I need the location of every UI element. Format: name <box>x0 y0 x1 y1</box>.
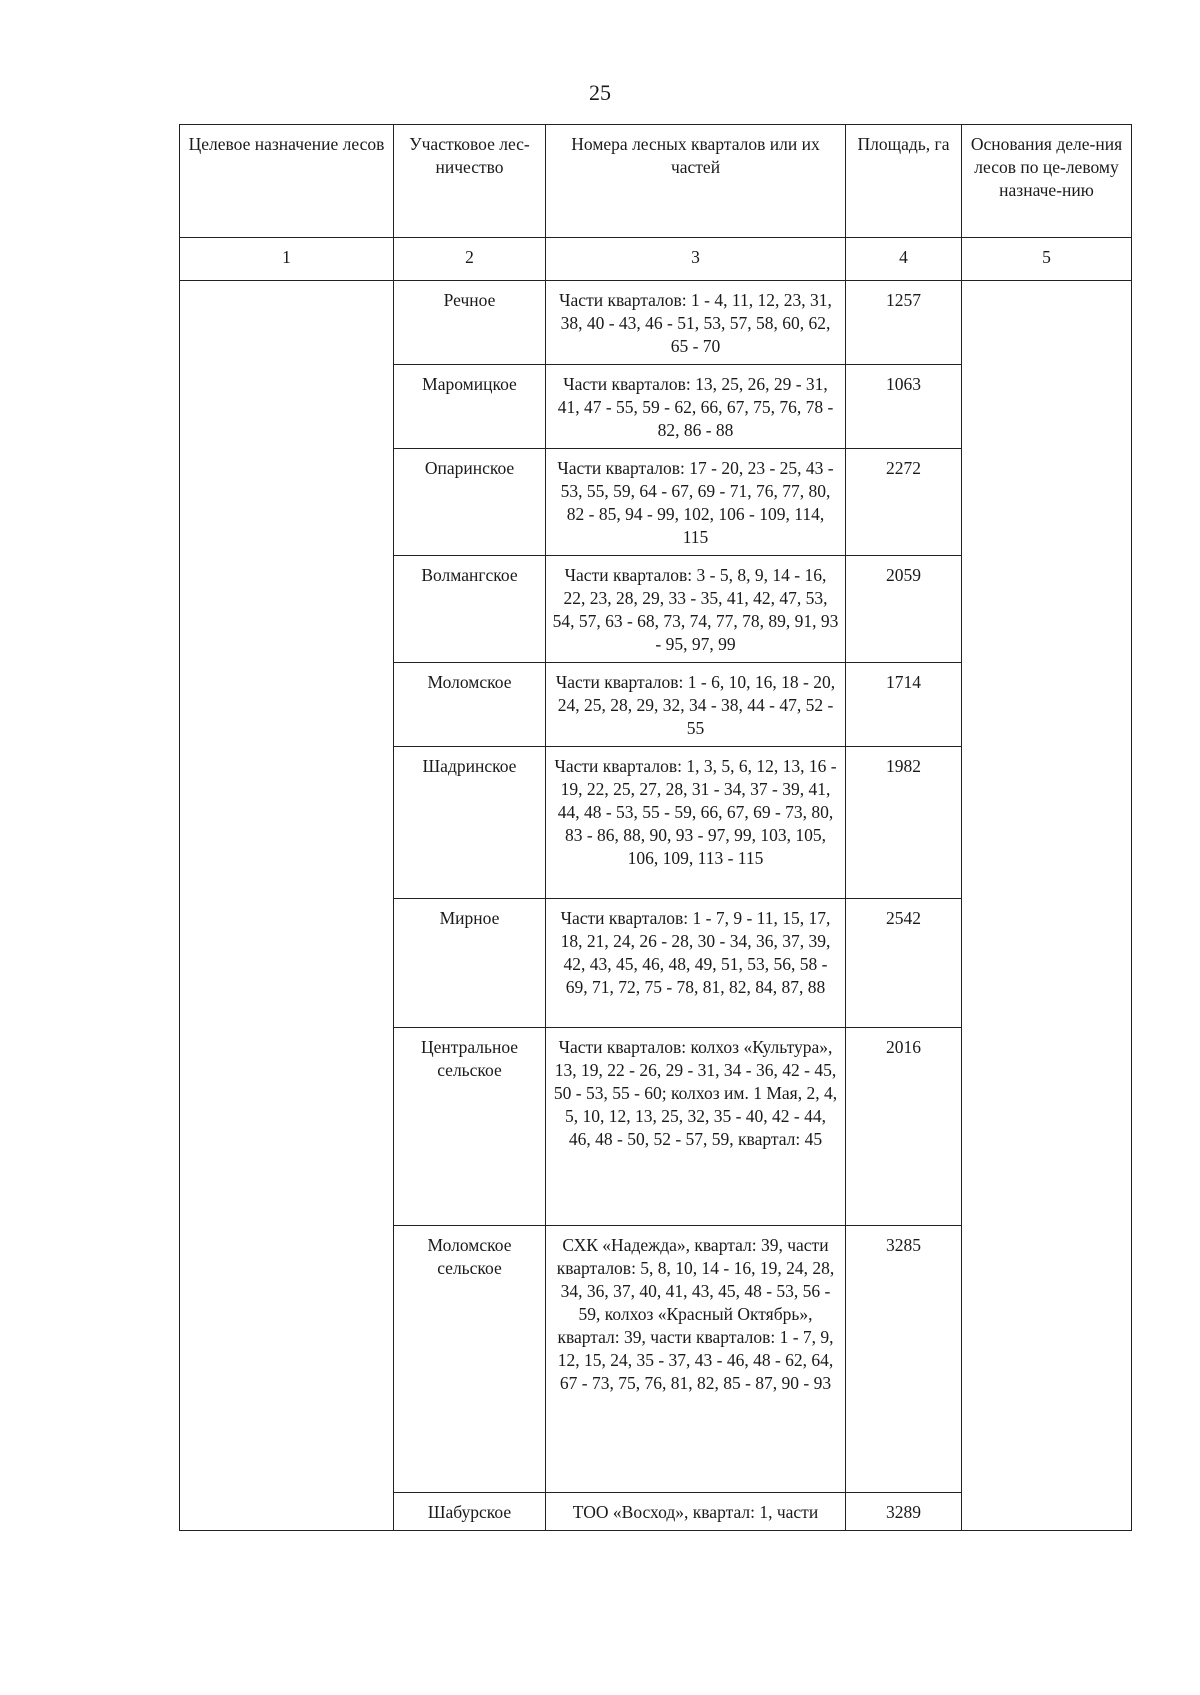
forestry-cell: Волмангское <box>394 556 546 663</box>
area-cell: 2059 <box>846 556 962 663</box>
quarters-cell: Части кварталов: 1 - 6, 10, 16, 18 - 20, 24, 25, 28, 29, 32, 34 - 38, 44 - 47, 52 - 55 <box>546 663 846 747</box>
table-body <box>180 281 1132 1531</box>
grounds-cell <box>962 281 1132 1531</box>
forestry-cell: Шадринское <box>394 747 546 899</box>
header-quarters: Номера лесных кварталов или их частей <box>546 125 846 238</box>
purpose-cell <box>180 281 394 1531</box>
header-purpose: Целевое назначение лесов <box>180 125 394 238</box>
area-cell: 2542 <box>846 899 962 1028</box>
area-cell: 2272 <box>846 449 962 556</box>
area-cell: 1982 <box>846 747 962 899</box>
header-area: Площадь, га <box>846 125 962 238</box>
column-number-row <box>180 238 1132 281</box>
forestry-cell: Моломское сельское <box>394 1226 546 1493</box>
column-number: 1 <box>180 238 394 281</box>
area-cell: 3289 <box>846 1493 962 1531</box>
quarters-cell: СХК «Надежда», квартал: 39, части кварталов: 5, 8, 10, 14 - 16, 19, 24, 28, 34, 36, 37, 40, 41, 43, 45, 48 - 53, 56 - 59, колхоз «Красный Октябрь», квартал: 39, части кварталов: 1 - 7, 9, 12, 15, 24, 35 - 37, 43 - 46, 48 - 62, 64, 67 - 73, 75, 76, 81, 82, 85 - 87, 90 - 93 <box>546 1226 846 1493</box>
quarters-cell: Части кварталов: 1 - 4, 11, 12, 23, 31, 38, 40 - 43, 46 - 51, 53, 57, 58, 60, 62, 65 - 70 <box>546 281 846 365</box>
column-number: 3 <box>546 238 846 281</box>
forestry-cell: Центральное сельское <box>394 1028 546 1226</box>
quarters-cell: ТОО «Восход», квартал: 1, части <box>546 1493 846 1531</box>
forestry-cell: Моломское <box>394 663 546 747</box>
forestry-cell: Маромицкое <box>394 365 546 449</box>
table-row <box>180 281 1132 365</box>
forestry-cell: Шабурское <box>394 1493 546 1531</box>
area-cell: 1063 <box>846 365 962 449</box>
forestry-cell: Мирное <box>394 899 546 1028</box>
quarters-cell: Части кварталов: 1 - 7, 9 - 11, 15, 17, 18, 21, 24, 26 - 28, 30 - 34, 36, 37, 39, 42, 43, 45, 46, 48, 49, 51, 53, 56, 58 - 69, 71, 72, 75 - 78, 81, 82, 84, 87, 88 <box>546 899 846 1028</box>
quarters-cell: Части кварталов: 1, 3, 5, 6, 12, 13, 16 - 19, 22, 25, 27, 28, 31 - 34, 37 - 39, 41, 44, 48 - 53, 55 - 59, 66, 67, 69 - 73, 80, 83 - 86, 88, 90, 93 - 97, 99, 103, 105, 106, 109, 113 - 115 <box>546 747 846 899</box>
quarters-cell: Части кварталов: 3 - 5, 8, 9, 14 - 16, 22, 23, 28, 29, 33 - 35, 41, 42, 47, 53, 54, 57, 63 - 68, 73, 74, 77, 78, 89, 91, 93 - 95, 97, 99 <box>546 556 846 663</box>
table-header-row <box>180 125 1132 238</box>
quarters-cell: Части кварталов: колхоз «Культура», 13, 19, 22 - 26, 29 - 31, 34 - 36, 42 - 45, 50 - 53, 55 - 60; колхоз им. 1 Мая, 2, 4, 5, 10, 12, 13, 25, 32, 35 - 40, 42 - 44, 46, 48 - 50, 52 - 57, 59, квартал: 45 <box>546 1028 846 1226</box>
area-cell: 1714 <box>846 663 962 747</box>
page-number: 25 <box>589 80 611 105</box>
area-cell: 2016 <box>846 1028 962 1226</box>
column-number: 5 <box>962 238 1132 281</box>
column-number: 4 <box>846 238 962 281</box>
quarters-cell: Части кварталов: 17 - 20, 23 - 25, 43 - 53, 55, 59, 64 - 67, 69 - 71, 76, 77, 80, 82 - 85, 94 - 99, 102, 106 - 109, 114, 115 <box>546 449 846 556</box>
forest-division-table <box>179 124 1132 1531</box>
forestry-cell: Опаринское <box>394 449 546 556</box>
header-grounds: Основания деле-ния лесов по це-левому назначе-нию <box>962 125 1132 238</box>
area-cell: 1257 <box>846 281 962 365</box>
column-number: 2 <box>394 238 546 281</box>
quarters-cell: Части кварталов: 13, 25, 26, 29 - 31, 41, 47 - 55, 59 - 62, 66, 67, 75, 76, 78 - 82, 86 - 88 <box>546 365 846 449</box>
area-cell: 3285 <box>846 1226 962 1493</box>
header-forestry: Участковое лес-ничество <box>394 125 546 238</box>
forestry-cell: Речное <box>394 281 546 365</box>
